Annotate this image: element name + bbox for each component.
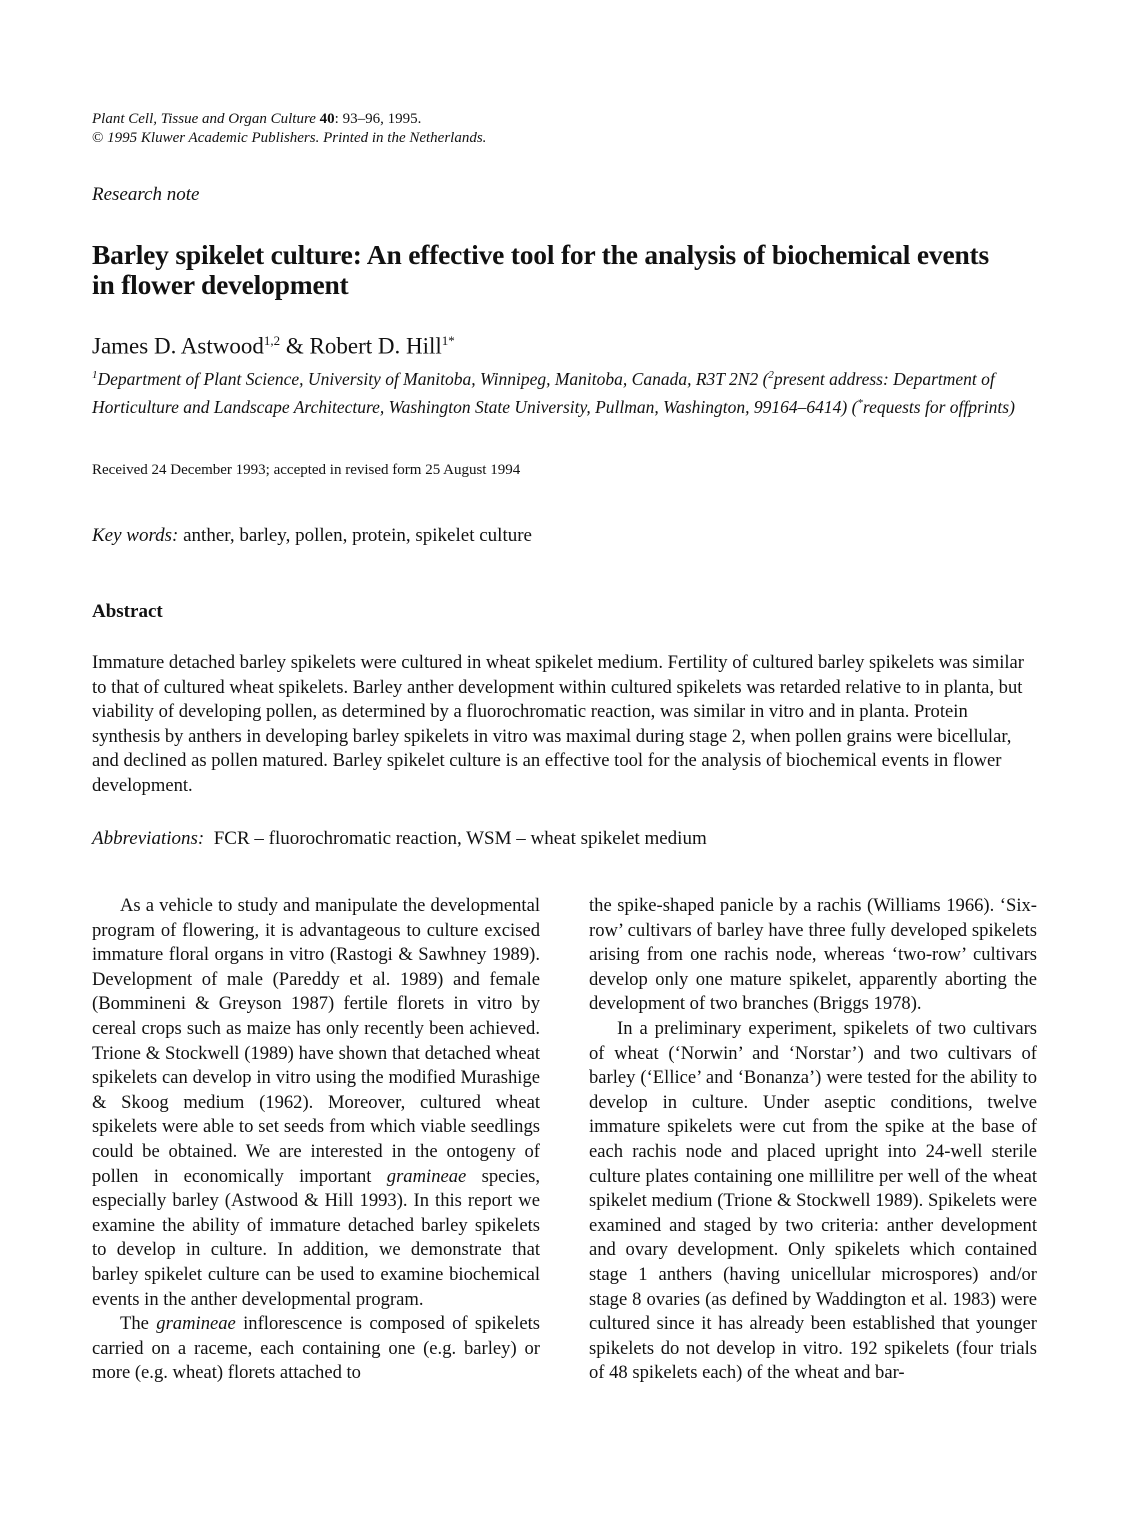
journal-line bbox=[92, 110, 486, 129]
body-column-left bbox=[92, 894, 540, 1386]
affil-marker-star: * bbox=[857, 397, 863, 410]
author-hill-affil: 1* bbox=[441, 333, 455, 348]
affil-present-address: present address: Department of Horticulture and Landscape Architecture, Washington State University, Pullman, Washington, 99164–6414) ( bbox=[92, 368, 995, 418]
received-dates: Received 24 December 1993; accepted in revised form 25 August 1994 bbox=[92, 462, 521, 478]
abbreviations bbox=[92, 828, 707, 850]
affil-text: Department of Plant Science, University of Manitoba, Winnipeg, Manitoba, Canada, R3T 2N2 ( bbox=[97, 368, 769, 389]
journal-name: Plant Cell, Tissue and Organ Culture bbox=[92, 111, 316, 127]
keywords bbox=[92, 525, 532, 547]
article-title: Barley spikelet culture: An effective tool for the analysis of biochemical events in flower development bbox=[92, 239, 990, 300]
journal-volume: 40 bbox=[319, 111, 335, 127]
body-text: inflorescence is composed of spikelets carried on a raceme, each containing one (e.g. barley) or more (e.g. wheat) florets attached to bbox=[92, 1313, 540, 1384]
body-paragraph: In a preliminary experiment, spikelets of two cultivars of wheat (‘Norwin’ and ‘Norstar’) and two cultivars of barley (‘Ellice’ and ‘Bonanza’) were tested for the ability to develop in culture. Under aseptic conditions, twelve immature spikelets were cut from the spike at the base of each rachis node and placed upright into 24-well sterile culture plates containing one millilitre per well of the wheat spikelet medium (Trione & Stockwell 1989). Spikelets were examined and staged by two criteria: anther development and ovary development. Only spikelets which contained stage 1 anthers (having unicellular microspores) and/or stage 8 ovaries (as defined by Waddington et al. 1983) were cultured since it has already been established that younger spikelets do not develop in vitro. 192 spikelets (four trials of 48 spikelets each) of the wheat and bar- bbox=[589, 1017, 1037, 1384]
affil-marker-2: 2 bbox=[768, 369, 774, 381]
keywords-label: Key words: bbox=[92, 525, 179, 546]
body-text-italic: gramineae bbox=[386, 1165, 467, 1187]
body-paragraph bbox=[92, 1312, 540, 1386]
copyright-text: 1995 Kluwer Academic Publishers. Printed in the Netherlands. bbox=[107, 130, 487, 146]
author-astwood: James D. Astwood bbox=[92, 333, 264, 359]
affil-marker-1: 1 bbox=[92, 369, 98, 381]
abstract-text: Immature detached barley spikelets were cultured in wheat spikelet medium. Fertility of cultured barley spikelets was similar to that of cultured wheat spikelets. Barley anther development within cultured spikelets was retarded relative to in planta, but viability of developing pollen, as determined by a fluorochromatic reaction, was similar in vitro and in planta. Protein synthesis by anthers in developing barley spikelets in vitro was maximal during stage 2, when pollen grains were bicellular, and declined as pollen matured. Barley spikelet culture is an effective tool for the analysis of biochemical events in flower development. bbox=[92, 652, 1024, 796]
body-text-italic: gramineae bbox=[156, 1313, 236, 1335]
abstract-heading: Abstract bbox=[92, 601, 163, 622]
journal-citation bbox=[92, 110, 486, 148]
affiliations bbox=[92, 363, 1052, 420]
body-text: The bbox=[120, 1313, 157, 1335]
author-separator: & bbox=[280, 333, 310, 359]
body-text: As a vehicle to study and manipulate the developmental program of flowering, it is advantageous to culture excised immature floral organs in vitro (Rastogi & Sawhney 1989). Development of male (Pareddy et al. 1989) and female (Bommineni & Greyson 1987) fertile florets in vitro by cereal crops such as maize has only recently been achieved. Trione & Stockwell (1989) have shown that detached wheat spikelets can develop in vitro using the modified Murashige & Skoog medium (1962). Moreover, cultured wheat spikelets were able to set seeds from which viable seedlings could be obtained. We are interested in the ontogeny of pollen in economically important bbox=[92, 895, 540, 1187]
keywords-list: anther, barley, pollen, protein, spikelet culture bbox=[183, 525, 532, 546]
journal-pages: : 93–96, 1995. bbox=[334, 111, 422, 127]
copyright-line bbox=[92, 129, 486, 148]
note-type: Research note bbox=[92, 184, 200, 205]
author-list bbox=[92, 333, 455, 360]
body-text: species, especially barley (Astwood & Hill 1993). In this report we examine the ability of immature detached barley spikelets to develop in culture. In addition, we demonstrate that barley spikelet culture can be used to examine biochemical events in the anther developmental program. bbox=[92, 1165, 540, 1310]
body-column-right bbox=[589, 894, 1037, 1386]
affil-offprints: requests for offprints) bbox=[862, 397, 1015, 418]
author-astwood-affil: 1,2 bbox=[263, 333, 281, 348]
copyright-icon: © bbox=[92, 130, 104, 146]
abbreviations-list: FCR – fluorochromatic reaction, WSM – wheat spikelet medium bbox=[213, 828, 707, 849]
body-paragraph bbox=[92, 894, 540, 1312]
abbreviations-label: Abbreviations: bbox=[92, 828, 205, 849]
author-hill: Robert D. Hill bbox=[309, 333, 442, 359]
body-paragraph: the spike-shaped panicle by a rachis (Williams 1966). ‘Six-row’ cultivars of barley have three fully developed spikelets arising from one rachis node, whereas ‘two-row’ cultivars develop only one mature spikelet, apparently aborting the development of two branches (Briggs 1978). bbox=[589, 895, 1037, 1015]
